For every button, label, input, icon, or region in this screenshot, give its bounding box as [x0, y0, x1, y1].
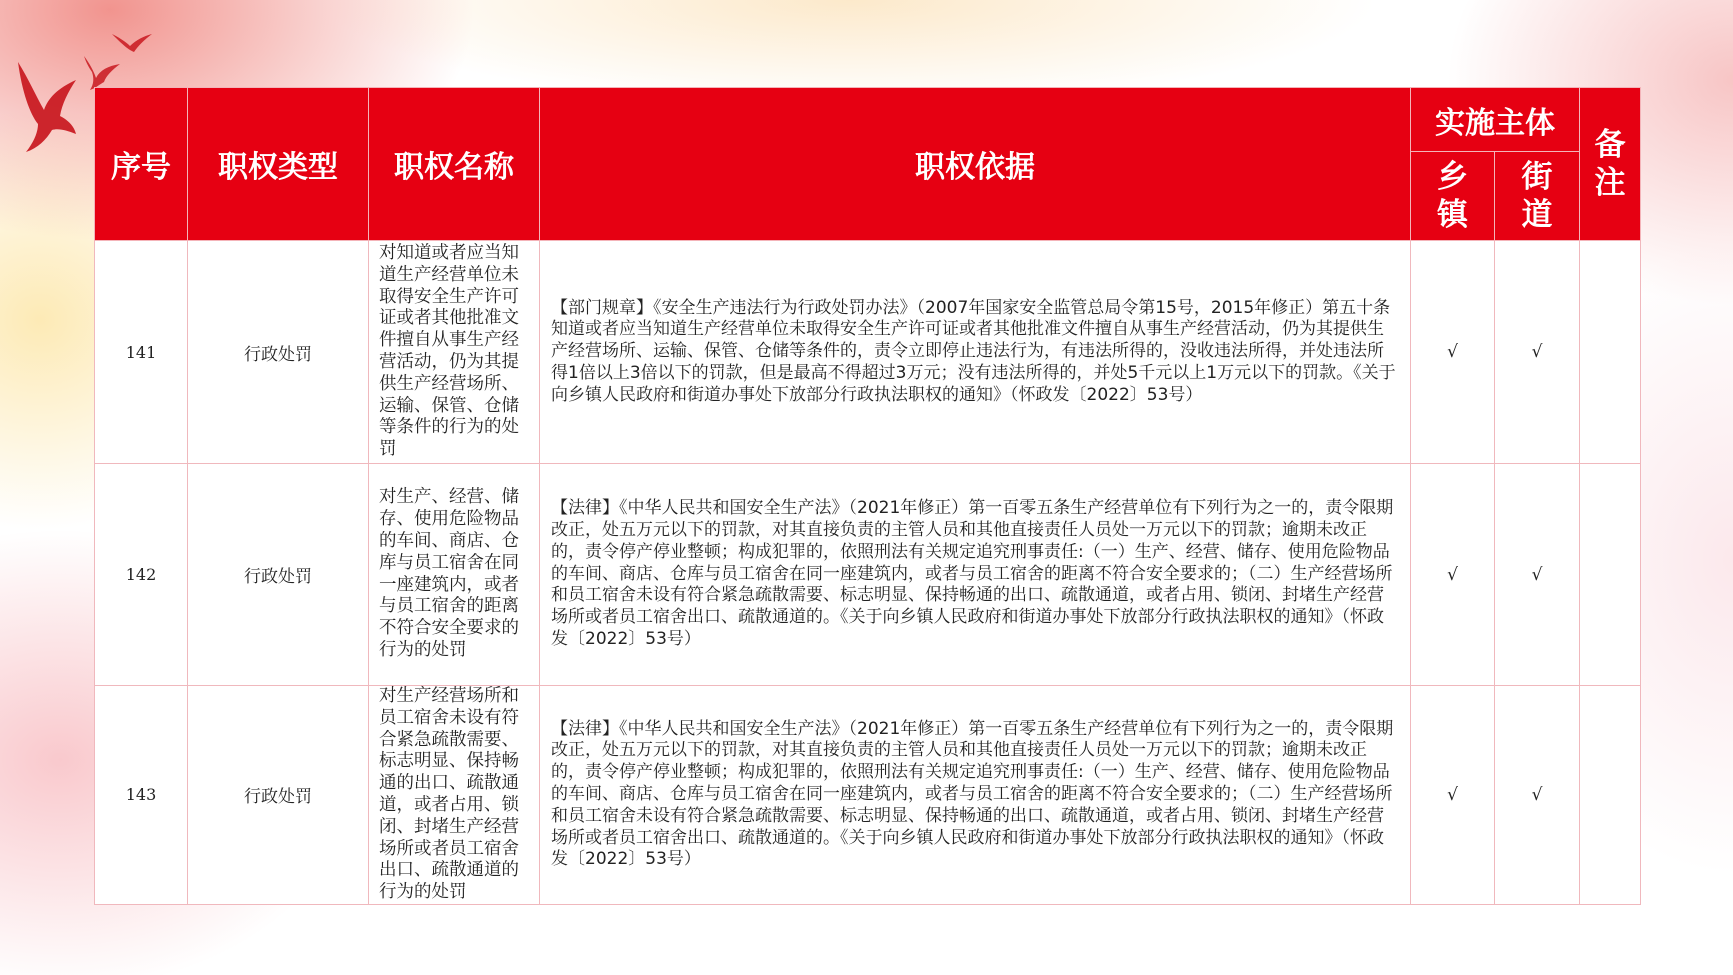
row-subdistrict-check: √ [1495, 686, 1580, 905]
row-township-check: √ [1411, 464, 1495, 686]
table-row [95, 686, 1641, 905]
row-power-name: 对生产经营场所和员工宿舍未设有符合紧急疏散需要、标志明显、保持畅通的出口、疏散通道，或者占用、锁闭、封堵生产经营场所或者员工宿舍出口、疏散通道的行为的处罚 [369, 686, 540, 905]
row-serial: 143 [95, 686, 188, 905]
table-row [95, 464, 1641, 686]
dove-icon [82, 52, 122, 92]
row-power-name: 对生产、经营、储存、使用危险物品的车间、商店、仓库与员工宿舍在同一座建筑内，或者与员工宿舍的距离不符合安全要求的行为的处罚 [369, 464, 540, 686]
row-township-check: √ [1411, 241, 1495, 464]
header-subdistrict: 街 道 [1495, 152, 1580, 241]
header-township: 乡 镇 [1411, 152, 1495, 241]
row-subdistrict-check: √ [1495, 241, 1580, 464]
row-power-type: 行政处罚 [188, 686, 369, 905]
row-power-basis: 【部门规章】《安全生产违法行为行政处罚办法》（2007年国家安全监管总局令第15号，2015年修正）第五十条知道或者应当知道生产经营单位未取得安全生产许可证或者其他批准文件擅自从事生产经营活动，仍为其提供生产经营场所、运输、保管、仓储等条件的，责令立即停止违法行为，有违法所得的，没收违法所得，并处违法所得1倍以上3倍以下的罚款，但是最高不得超过3万元；没有违法所得的，并处5千元以上1万元以下的罚款。《关于向乡镇人民政府和街道办事处下放部分行政执法职权的通知》（怀政发〔2022〕53号） [540, 241, 1411, 464]
dove-icon [110, 30, 154, 54]
row-power-type: 行政处罚 [188, 241, 369, 464]
header-power-basis: 职权依据 [540, 88, 1411, 241]
row-power-type: 行政处罚 [188, 464, 369, 686]
table-row [95, 241, 1641, 464]
row-power-name: 对知道或者应当知道生产经营单位未取得安全生产许可证或者其他批准文件擅自从事生产经营活动，仍为其提供生产经营场所、运输、保管、仓储等条件的行为的处罚 [369, 241, 540, 464]
row-remarks [1580, 464, 1641, 686]
header-remarks: 备 注 [1580, 88, 1641, 241]
header-serial: 序号 [95, 88, 188, 241]
header-power-name: 职权名称 [369, 88, 540, 241]
row-serial: 141 [95, 241, 188, 464]
row-remarks [1580, 241, 1641, 464]
row-remarks [1580, 686, 1641, 905]
row-power-basis: 【法律】《中华人民共和国安全生产法》（2021年修正）第一百零五条生产经营单位有下列行为之一的，责令限期改正，处五万元以下的罚款，对其直接负责的主管人员和其他直接责任人员处一万元以下的罚款；逾期未改正的，责令停产停业整顿；构成犯罪的，依照刑法有关规定追究刑事责任:（一）生产、经营、储存、使用危险物品的车间、商店、仓库与员工宿舍在同一座建筑内，或者与员工宿舍的距离不符合安全要求的；（二）生产经营场所和员工宿舍未设有符合紧急疏散需要、标志明显、保持畅通的出口、疏散通道，或者占用、锁闭、封堵生产经营场所或者员工宿舍出口、疏散通道的。《关于向乡镇人民政府和街道办事处下放部分行政执法职权的通知》（怀政发〔2022〕53号） [540, 686, 1411, 905]
row-township-check: √ [1411, 686, 1495, 905]
power-list-table [94, 87, 1641, 905]
header-implementing-body: 实施主体 [1411, 88, 1580, 152]
row-power-basis: 【法律】《中华人民共和国安全生产法》（2021年修正）第一百零五条生产经营单位有下列行为之一的，责令限期改正，处五万元以下的罚款，对其直接负责的主管人员和其他直接责任人员处一万元以下的罚款；逾期未改正的，责令停产停业整顿；构成犯罪的，依照刑法有关规定追究刑事责任:（一）生产、经营、储存、使用危险物品的车间、商店、仓库与员工宿舍在同一座建筑内，或者与员工宿舍的距离不符合安全要求的；（二）生产经营场所和员工宿舍未设有符合紧急疏散需要、标志明显、保持畅通的出口、疏散通道，或者占用、锁闭、封堵生产经营场所或者员工宿舍出口、疏散通道的。《关于向乡镇人民政府和街道办事处下放部分行政执法职权的通知》（怀政发〔2022〕53号） [540, 464, 1411, 686]
row-subdistrict-check: √ [1495, 464, 1580, 686]
row-serial: 142 [95, 464, 188, 686]
header-power-type: 职权类型 [188, 88, 369, 241]
